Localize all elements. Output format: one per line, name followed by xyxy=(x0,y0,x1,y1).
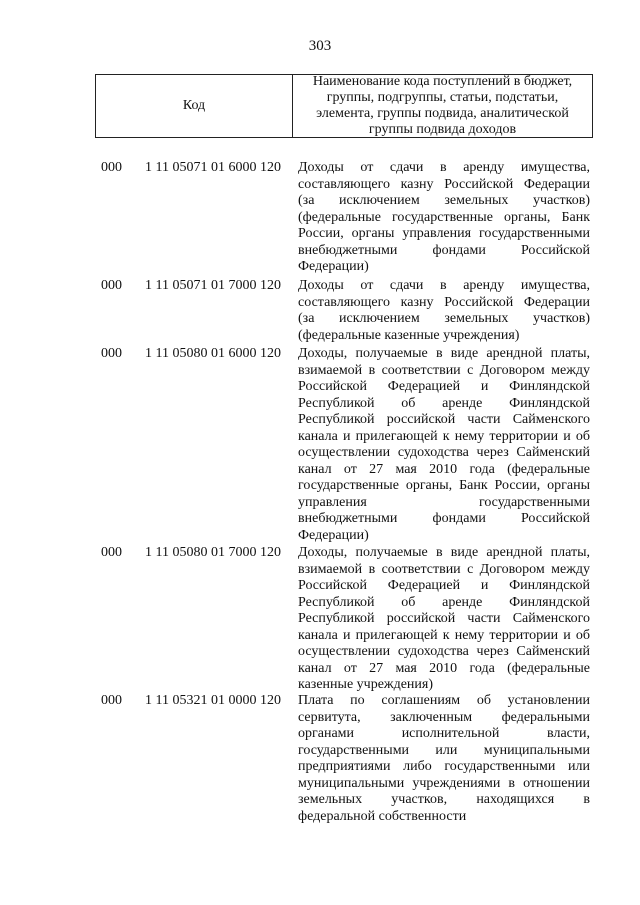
income-description xyxy=(298,160,590,276)
income-code: 1 11 05080 01 6000 120 xyxy=(145,346,281,361)
description-line: взимаемой в соответствии с Договором между xyxy=(298,362,590,378)
description-line: Республикой об аренде Финляндской xyxy=(298,395,590,411)
admin-code: 000 xyxy=(101,278,122,293)
header-code-cell: Код xyxy=(96,75,293,137)
page-number: 303 xyxy=(308,38,332,54)
description-line: управления государственными xyxy=(298,494,590,510)
description-line: Республикой об аренде Финляндской xyxy=(298,594,590,610)
description-line: Федерации) xyxy=(298,527,369,543)
income-description xyxy=(298,545,590,694)
description-line: Доходы от сдачи в аренду имущества, xyxy=(298,278,590,293)
description-line: Федерации) xyxy=(298,259,369,274)
description-line: канал от 27 мая 2010 года (федеральные xyxy=(298,461,590,477)
admin-code: 000 xyxy=(101,693,122,708)
description-line: Плата по соглашениям об установлении xyxy=(298,693,590,708)
income-code: 1 11 05071 01 6000 120 xyxy=(145,160,281,175)
table-header xyxy=(95,74,593,138)
admin-code: 000 xyxy=(101,346,122,361)
description-line: сервитута, заключенным федеральными xyxy=(298,709,590,725)
header-name-cell: Наименование кода поступлений в бюджет, группы, подгруппы, статьи, подстатьи, элемента, группы подвида, аналитической группы подвида доходов xyxy=(312,74,573,137)
description-line: (федеральные казенные учреждения) xyxy=(298,327,520,343)
income-description xyxy=(298,278,590,344)
description-line: осуществлении судоходства через Сайменский xyxy=(298,445,590,460)
income-description xyxy=(298,346,590,544)
description-line: (федеральные государственные органы, Банк xyxy=(298,209,590,225)
description-line: России, органы управления государственными xyxy=(298,226,590,241)
income-description xyxy=(298,693,590,825)
description-line: составляющего казну Российской Федерации xyxy=(298,176,590,192)
admin-code: 000 xyxy=(101,160,122,175)
description-line: внебюджетными фондами Российской xyxy=(298,511,590,526)
description-line: внебюджетными фондами Российской xyxy=(298,242,590,258)
description-line: осуществлении судоходства через Сайменский xyxy=(298,644,590,659)
description-line: предприятиями либо государственными или xyxy=(298,759,590,774)
description-line: казенные учреждения) xyxy=(298,677,434,692)
income-code: 1 11 05321 01 0000 120 xyxy=(145,693,281,708)
description-line: государственные органы, Банк России, органы xyxy=(298,478,590,493)
description-line: муниципальными учреждениями в отношении xyxy=(298,775,590,791)
description-line: (за исключением земельных участков) xyxy=(298,311,590,326)
admin-code: 000 xyxy=(101,545,122,560)
description-line: Доходы, получаемые в виде арендной платы, xyxy=(298,346,590,361)
description-line: канал от 27 мая 2010 года (федеральные xyxy=(298,660,590,676)
description-line: Российской Федерацией и Финляндской xyxy=(298,379,590,394)
description-line: государственными или муниципальными xyxy=(298,742,590,758)
description-line: взимаемой в соответствии с Договором между xyxy=(298,561,590,577)
income-code: 1 11 05071 01 7000 120 xyxy=(145,278,281,293)
description-line: Доходы, получаемые в виде арендной платы, xyxy=(298,545,590,560)
description-line: земельных участков, находящихся в xyxy=(298,792,590,807)
description-line: составляющего казну Российской Федерации xyxy=(298,294,590,310)
description-line: органами исполнительной власти, xyxy=(298,726,590,741)
description-line: Республикой российской части Сайменского xyxy=(298,412,590,427)
description-line: (за исключением земельных участков) xyxy=(298,193,590,208)
description-line: Республикой российской части Сайменского xyxy=(298,611,590,626)
description-line: федеральной собственности xyxy=(298,808,467,824)
description-line: Доходы от сдачи в аренду имущества, xyxy=(298,160,590,175)
description-line: Российской Федерацией и Финляндской xyxy=(298,578,590,593)
income-code: 1 11 05080 01 7000 120 xyxy=(145,545,281,560)
description-line: канала и прилегающей к нему территории и об xyxy=(298,428,590,444)
description-line: канала и прилегающей к нему территории и об xyxy=(298,627,590,643)
